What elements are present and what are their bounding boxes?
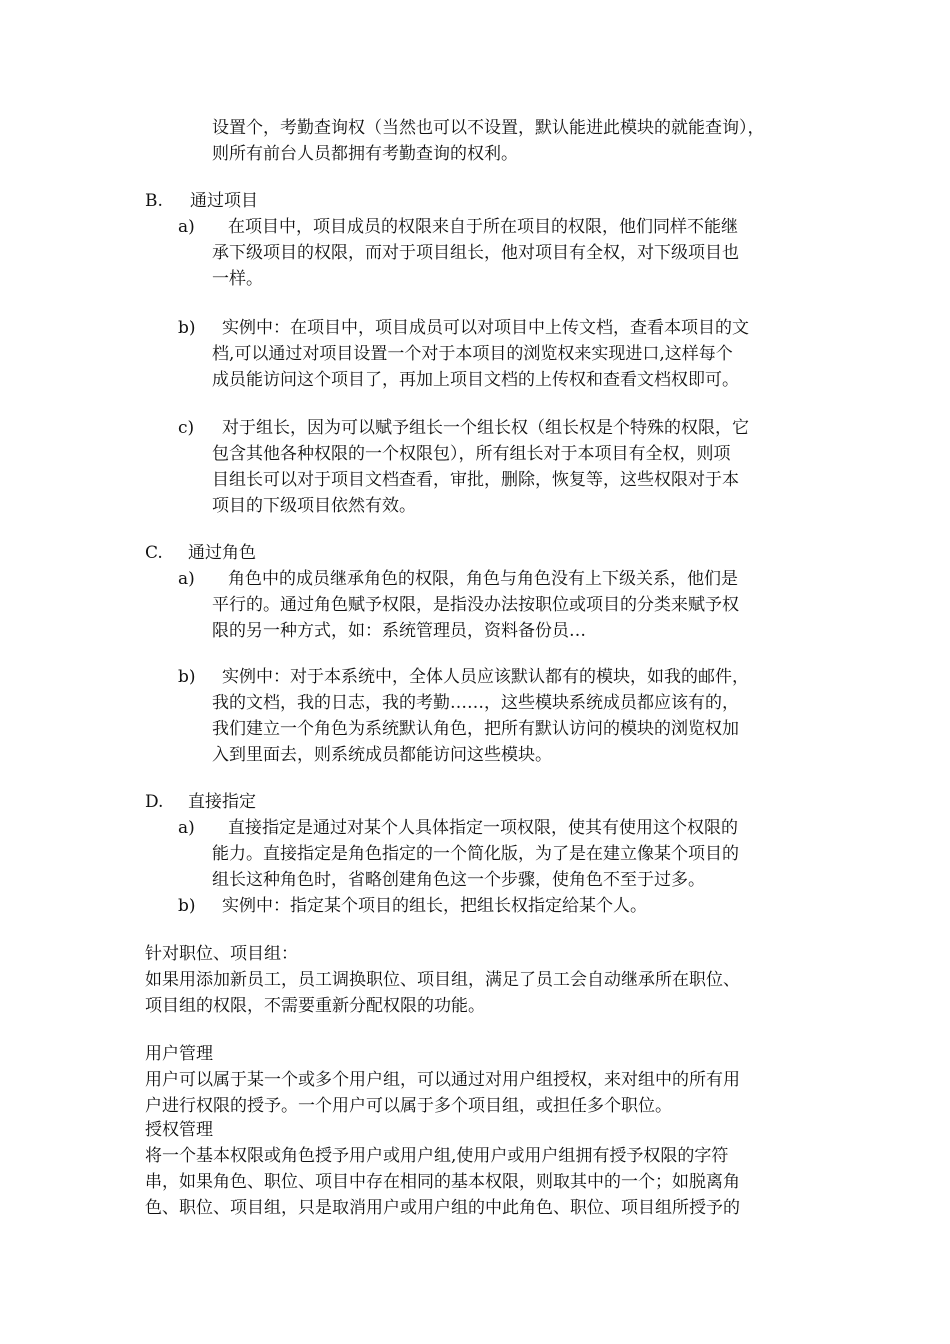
authorization-management-line-2: 串，如果角色、职位、项目中存在相同的基本权限，则取其中的一个；如脱离角: [145, 1172, 740, 1192]
section-b-title: 通过项目: [190, 191, 258, 211]
position-group-line-2: 项目组的权限，不需要重新分配权限的功能。: [145, 996, 485, 1016]
section-b-c-line-2: 包含其他各种权限的一个权限包），所有组长对于本项目有全权，则项: [212, 444, 731, 464]
position-group-line-1: 如果用添加新员工，员工调换职位、项目组，满足了员工会自动继承所在职位、: [145, 970, 740, 990]
section-d-a-line-1: 直接指定是通过对某个人具体指定一项权限，使其有使用这个权限的: [228, 818, 738, 838]
authorization-management-line-3: 色、职位、项目组，只是取消用户或用户组的中此角色、职位、项目组所授予的: [145, 1198, 740, 1218]
authorization-management-line-1: 将一个基本权限或角色授予用户或用户组,使用户或用户组拥有授予权限的字符: [145, 1146, 729, 1166]
section-c-b-line-1: 实例中：对于本系统中，全体人员应该默认都有的模块，如我的邮件，: [222, 667, 749, 687]
user-management-line-2: 户进行权限的授予。一个用户可以属于多个项目组，或担任多个职位。: [145, 1096, 672, 1116]
section-c-b-marker: b): [178, 667, 196, 687]
section-b-c-line-1: 对于组长，因为可以赋予组长一个组长权（组长权是个特殊的权限，它: [222, 418, 749, 438]
user-management-heading: 用户管理: [145, 1044, 213, 1064]
authorization-management-heading: 授权管理: [145, 1120, 213, 1140]
user-management-line-1: 用户可以属于某一个或多个用户组，可以通过对用户组授权，来对组中的所有用: [145, 1070, 740, 1090]
section-d-b-line-1: 实例中：指定某个项目的组长，把组长权指定给某个人。: [222, 896, 647, 916]
section-b-a-marker: a): [178, 217, 195, 237]
section-b-b-line-2: 档,可以通过对项目设置一个对于本项目的浏览权来实现进口,这样每个: [212, 344, 733, 364]
section-b-marker: B.: [145, 191, 163, 211]
section-c-a-marker: a): [178, 569, 195, 589]
section-c-a-line-2: 平行的。通过角色赋予权限，是指没办法按职位或项目的分类来赋予权: [212, 595, 739, 615]
section-c-a-line-1: 角色中的成员继承角色的权限，角色与角色没有上下级关系，他们是: [228, 569, 738, 589]
section-b-c-marker: c): [178, 418, 195, 438]
section-b-a-line-3: 一样。: [212, 269, 263, 289]
intro-line-2: 则所有前台人员都拥有考勤查询的权利。: [212, 144, 518, 164]
section-b-a-line-2: 承下级项目的权限，而对于项目组长，他对项目有全权，对下级项目也: [212, 243, 739, 263]
intro-line-1: 设置个，考勤查询权（当然也可以不设置，默认能进此模块的就能查询），: [212, 118, 765, 138]
section-c-b-line-2: 我的文档，我的日志，我的考勤……，这些模块系统成员都应该有的，: [212, 693, 739, 713]
section-b-a-line-1: 在项目中，项目成员的权限来自于所在项目的权限，他们同样不能继: [228, 217, 738, 237]
section-c-title: 通过角色: [188, 543, 256, 563]
section-d-a-marker: a): [178, 818, 195, 838]
section-c-a-line-3: 限的另一种方式，如：系统管理员，资料备份员…: [212, 621, 586, 641]
section-d-title: 直接指定: [188, 792, 256, 812]
section-d-a-line-3: 组长这种角色时，省略创建角色这一个步骤，使角色不至于过多。: [212, 870, 705, 890]
section-d-marker: D.: [145, 792, 164, 812]
section-c-b-line-3: 我们建立一个角色为系统默认角色，把所有默认访问的模块的浏览权加: [212, 719, 739, 739]
position-group-heading: 针对职位、项目组：: [145, 944, 298, 964]
section-b-b-line-3: 成员能访问这个项目了，再加上项目文档的上传权和查看文档权即可。: [212, 370, 739, 390]
section-b-c-line-4: 项目的下级项目依然有效。: [212, 496, 416, 516]
section-b-b-line-1: 实例中：在项目中，项目成员可以对项目中上传文档，查看本项目的文: [222, 318, 749, 338]
section-c-marker: C.: [145, 543, 163, 563]
section-b-c-line-3: 目组长可以对于项目文档查看，审批，删除，恢复等，这些权限对于本: [212, 470, 739, 490]
section-b-b-marker: b): [178, 318, 196, 338]
section-c-b-line-4: 入到里面去，则系统成员都能访问这些模块。: [212, 745, 552, 765]
section-d-b-marker: b): [178, 896, 196, 916]
section-d-a-line-2: 能力。直接指定是角色指定的一个简化版，为了是在建立像某个项目的: [212, 844, 739, 864]
